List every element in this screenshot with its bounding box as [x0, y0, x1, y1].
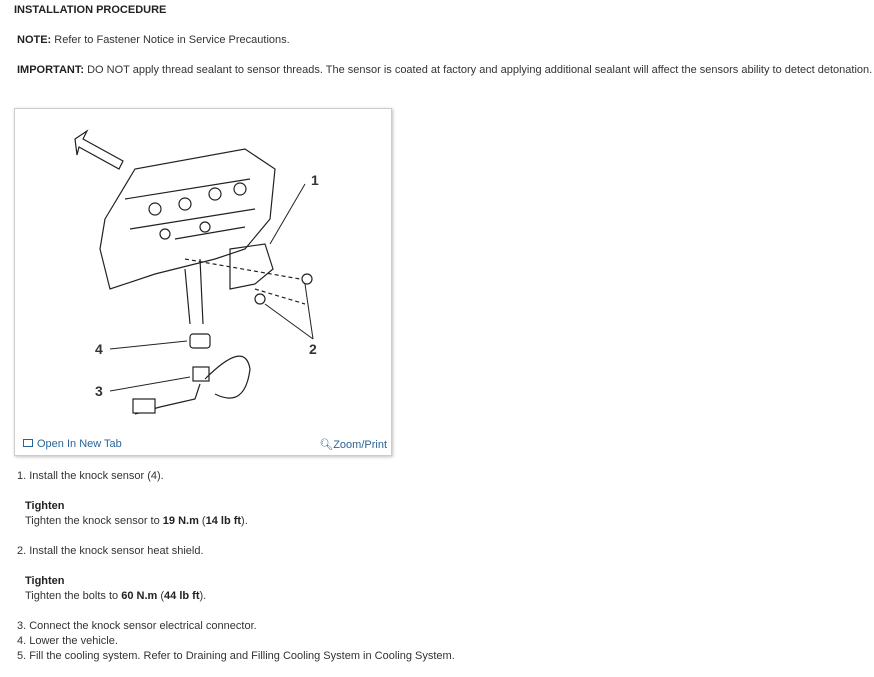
open-in-new-tab-link[interactable] — [23, 438, 122, 450]
zoom-print-label: Zoom/Print — [333, 439, 387, 451]
step-3: 3. Connect the knock sensor electrical connector. — [17, 620, 257, 632]
step-2: 2. Install the knock sensor heat shield. — [17, 545, 204, 557]
engine-diagram — [15, 109, 391, 434]
note-label: NOTE: — [17, 34, 52, 46]
tighten-spec-1: Tighten the knock sensor to 19 N.m (14 lb ft). — [25, 515, 248, 527]
zoom-print-link[interactable] — [319, 438, 387, 451]
direction-arrow-icon — [75, 131, 123, 169]
tighten-label-1: Tighten — [25, 500, 65, 512]
step-5: 5. Fill the cooling system. Refer to Draining and Filling Cooling System in Cooling System. — [17, 650, 455, 662]
important-text: DO NOT apply thread sealant to sensor threads. The sensor is coated at factory and applying additional sealant will affect the sensors ability to detect detonation. — [84, 64, 873, 76]
callout-4: 4 — [95, 341, 103, 357]
important-note — [17, 64, 872, 76]
note-text: Refer to Fastener Notice in Service Precautions. — [51, 34, 290, 46]
important-label: IMPORTANT: — [17, 64, 85, 76]
tighten-label-2: Tighten — [25, 575, 65, 587]
note — [17, 34, 290, 46]
step-4: 4. Lower the vehicle. — [17, 635, 118, 647]
step-1: 1. Install the knock sensor (4). — [17, 470, 164, 482]
callout-1: 1 — [311, 172, 319, 188]
callout-3: 3 — [95, 383, 103, 399]
open-tab-icon — [23, 439, 33, 447]
magnifier-icon: 🔍︎ — [319, 439, 334, 451]
section-title: INSTALLATION PROCEDURE — [14, 4, 167, 16]
knock-sensor-figure — [14, 108, 392, 456]
tighten-spec-2: Tighten the bolts to 60 N.m (44 lb ft). — [25, 590, 207, 602]
open-tab-label: Open In New Tab — [37, 438, 122, 450]
callout-2: 2 — [309, 341, 317, 357]
